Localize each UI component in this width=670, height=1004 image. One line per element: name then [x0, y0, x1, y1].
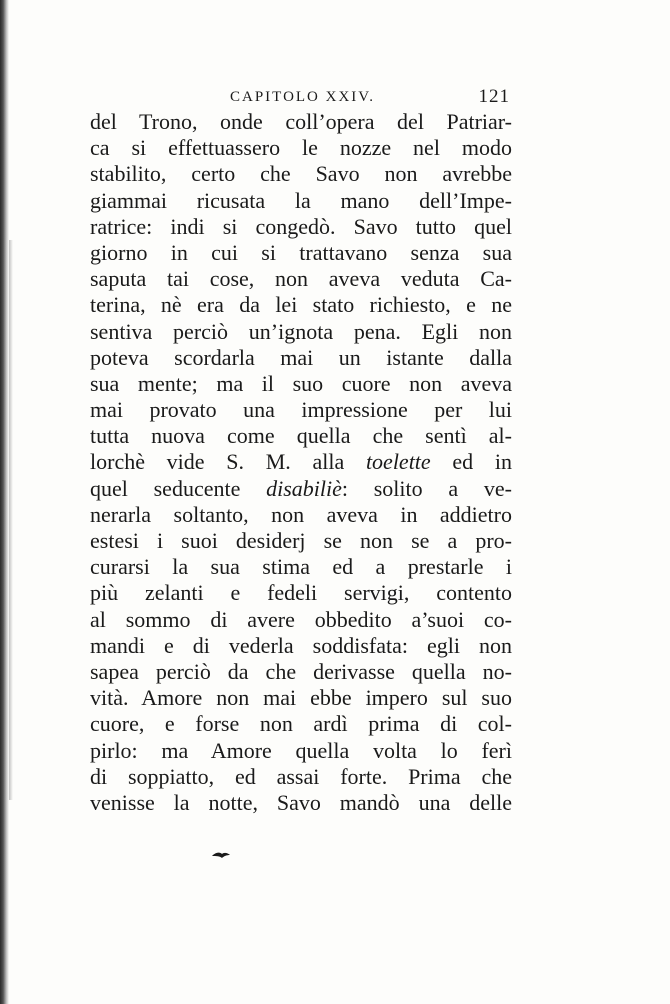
page-shadow [9, 240, 13, 800]
text-line: più zelanti e fedeli servigi, contento [90, 580, 512, 606]
text-line: mandi e di vederla soddisfata: egli non [90, 632, 512, 658]
text-line: venisse la notte, Savo mandò una delle [90, 789, 512, 815]
text-line: curarsi la sua stima ed a prestarle i [90, 554, 512, 580]
text-line: quel seducente disabiliè: solito a ve- [90, 475, 512, 501]
text-line: nerarla soltanto, non aveva in addietro [90, 501, 512, 527]
text-line: giorno in cui si trattavano senza sua [90, 239, 512, 265]
text-line: lorchè vide S. M. alla toelette ed in [90, 449, 512, 475]
text-line: giammai ricusata la mano dell’Impe- [90, 187, 512, 213]
body-text [90, 109, 512, 816]
text-line: sua mente; ma il suo cuore non aveva [90, 370, 512, 396]
page-binding-edge [0, 0, 9, 1004]
text-line: del Trono, onde coll’opera del Patriar- [90, 109, 512, 134]
text-line: estesi i suoi desiderj se non se a pro- [90, 528, 512, 553]
text-line: ca si effettuassero le nozze nel modo [90, 135, 512, 161]
text-line: mai provato una impressione per lui [90, 397, 512, 423]
text-line: cuore, e forse non ardì prima di col- [90, 711, 512, 737]
text-line: pirlo: ma Amore quella volta lo ferì [90, 737, 512, 763]
fleuron-ornament [211, 850, 231, 860]
text-line: di soppiatto, ed assai forte. Prima che [90, 763, 512, 789]
text-line: al sommo di avere obbedito a’suoi co- [90, 606, 512, 632]
text-line: stabilito, certo che Savo non avrebbe [90, 161, 512, 187]
text-line: ratrice: indi si congedò. Savo tutto quel [90, 213, 512, 239]
text-line: sapea perciò da che derivasse quella no- [90, 658, 512, 684]
text-line: poteva scordarla mai un istante dalla [90, 344, 512, 370]
text-line: sentiva perciò un’ignota pena. Egli non [90, 318, 512, 344]
running-head: CAPITOLO XXIV. [230, 89, 375, 105]
text-line: tutta nuova come quella che sentì al- [90, 423, 512, 449]
text-line: terina, nè era da lei stato richiesto, e ne [90, 292, 512, 318]
page-number: 121 [478, 86, 510, 107]
text-line: vità. Amore non mai ebbe impero sul suo [90, 685, 512, 711]
text-line: saputa tai cose, non aveva veduta Ca- [90, 266, 512, 292]
